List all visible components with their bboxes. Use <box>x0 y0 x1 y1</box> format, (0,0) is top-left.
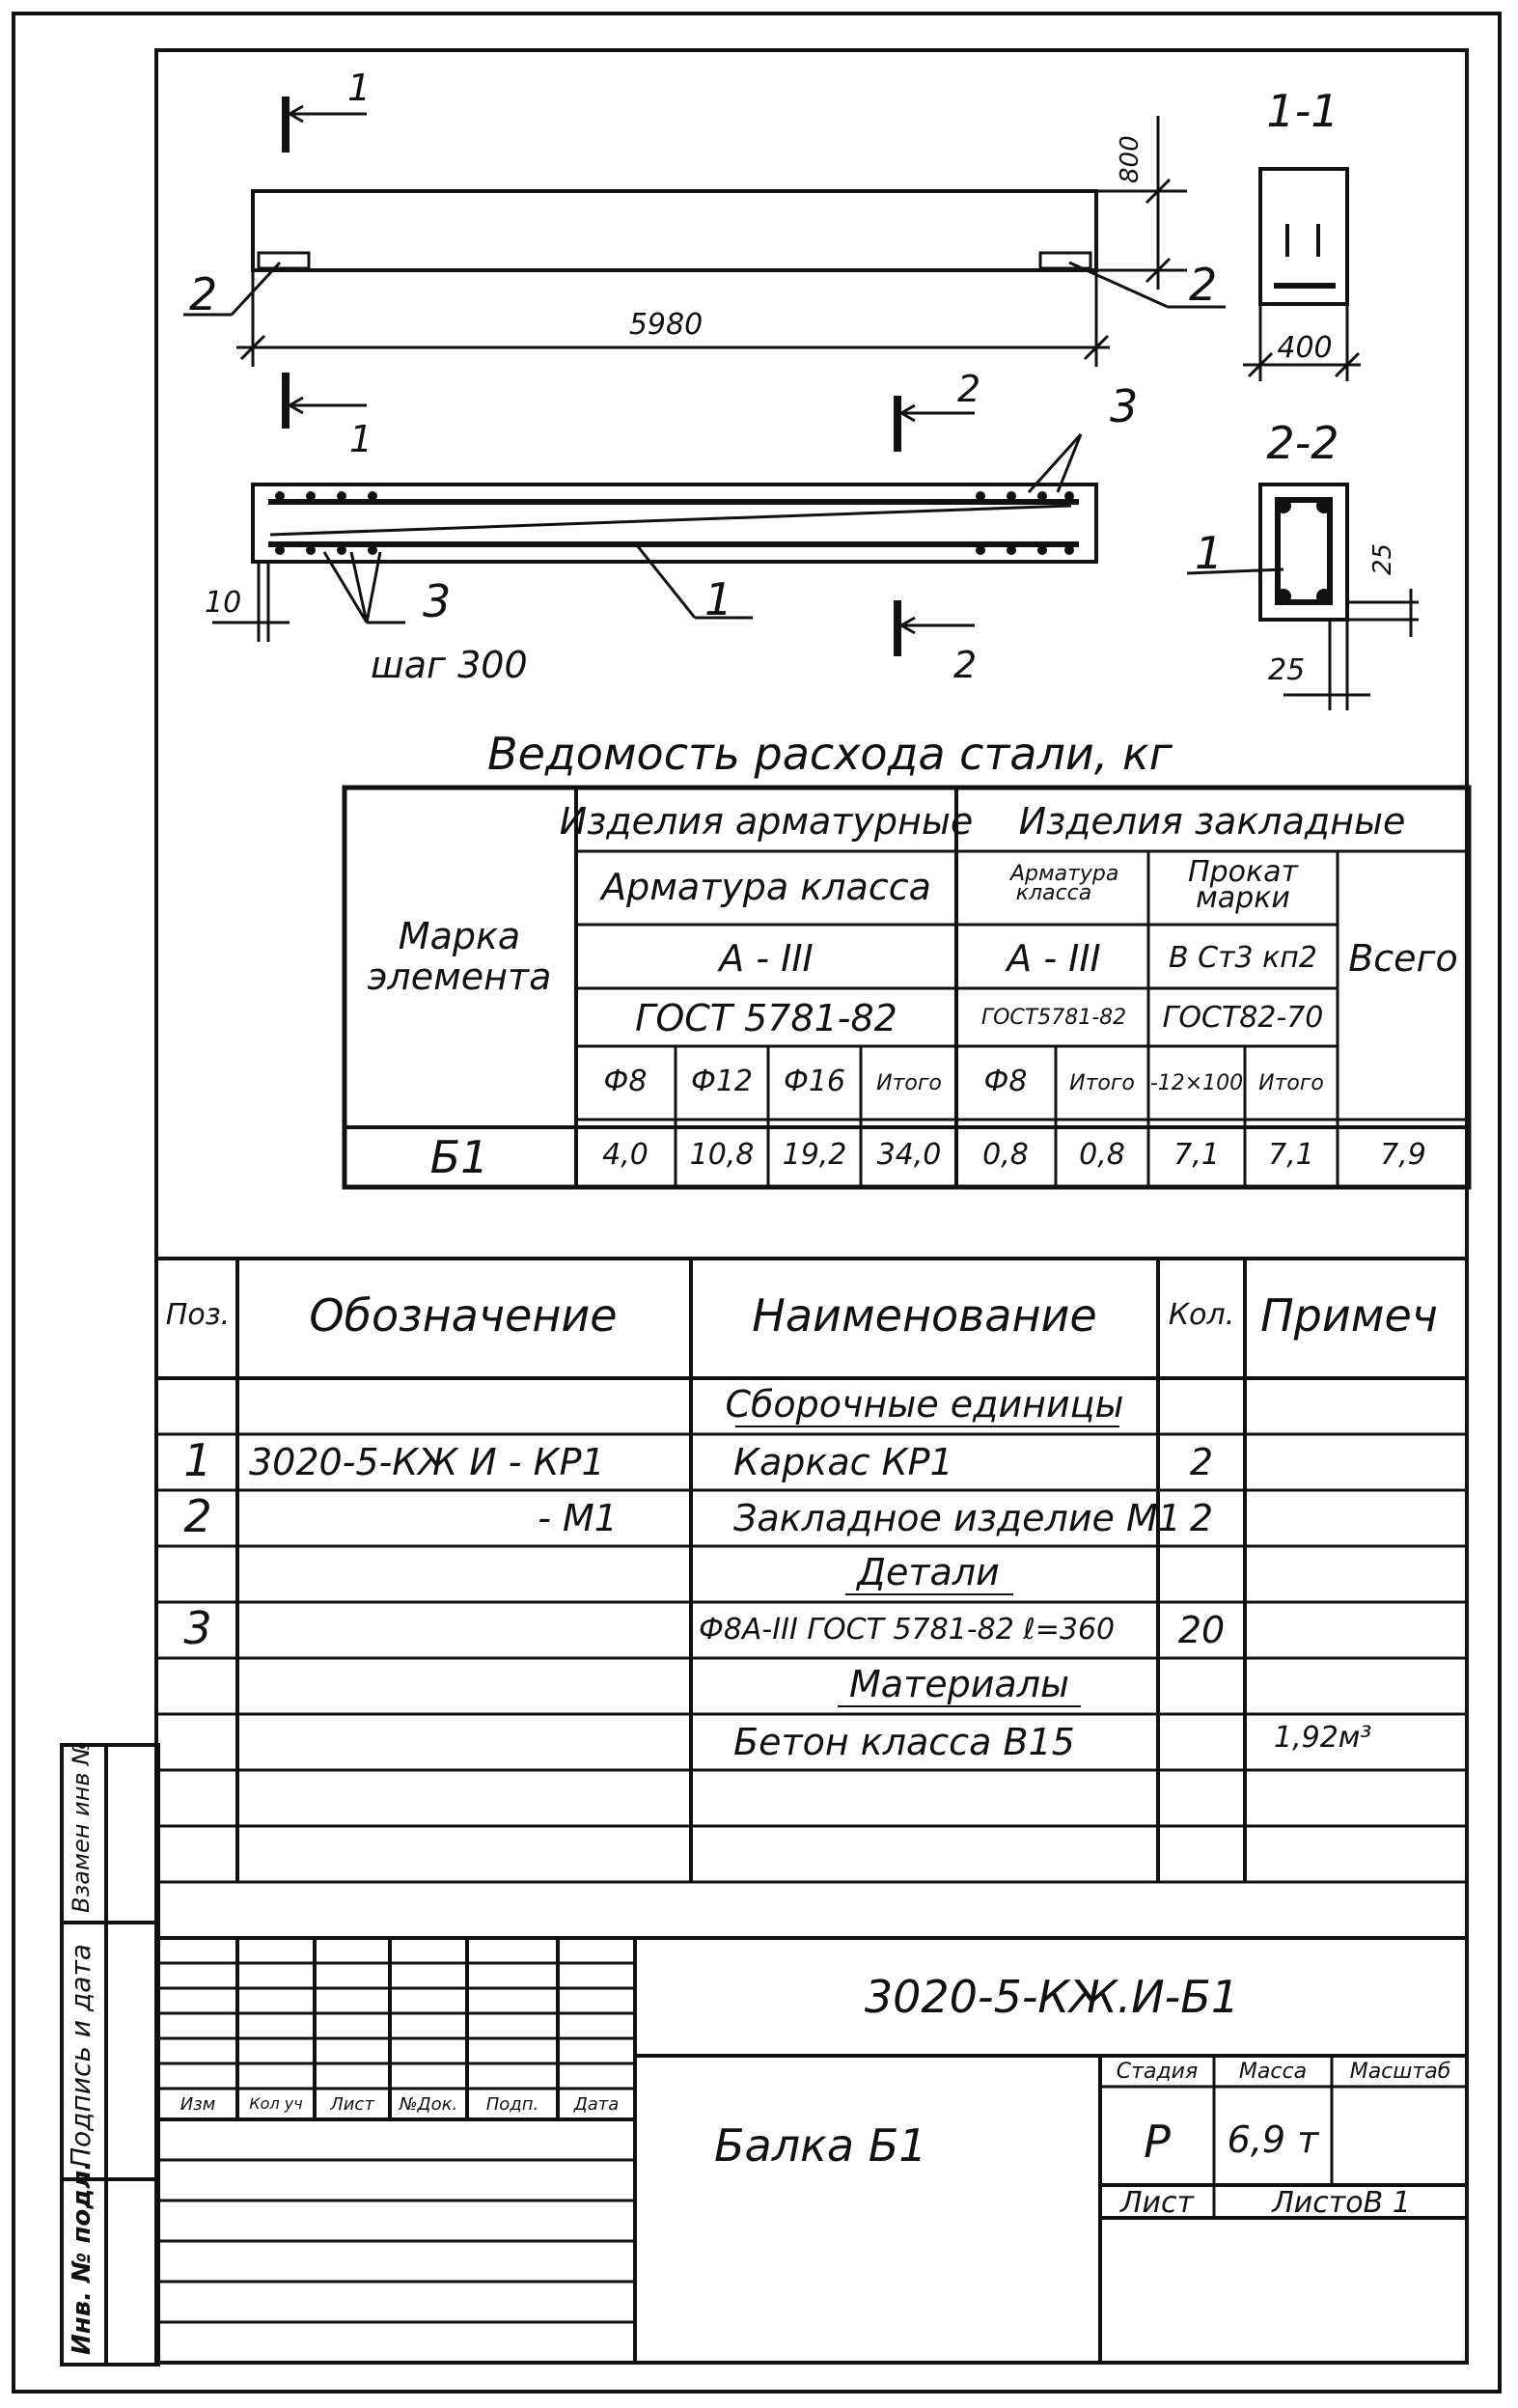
stage-value: Р <box>1144 2116 1171 2168</box>
row-mark: Б1 <box>429 1131 489 1183</box>
doc-code: 3020-5-КЖ.И-Б1 <box>864 1971 1240 2023</box>
row-value: 7,1 <box>1173 1138 1220 1172</box>
gost-reinf: ГОСТ 5781-82 <box>635 997 897 1039</box>
rolled-header: Прокат марки <box>1188 855 1298 915</box>
mass-label: Масса <box>1238 2060 1308 2084</box>
spec-note: 1,92м³ <box>1274 1721 1372 1755</box>
row-value: 4,0 <box>602 1138 649 1172</box>
spec-header-pos: Поз. <box>165 1298 231 1332</box>
dim-height-label: 800 <box>1116 135 1145 183</box>
spec-section-materials: Материалы <box>849 1663 1069 1705</box>
sheets-label: ЛистоВ 1 <box>1272 2186 1411 2220</box>
section-1-1-title: 1-1 <box>1266 85 1339 137</box>
sub-header: Ф8 <box>603 1065 648 1098</box>
row-value: 0,8 <box>1079 1138 1125 1172</box>
spec-pos: 3 <box>183 1602 212 1654</box>
section-1-label-bottom: 1 <box>349 418 373 460</box>
spec-name: Бетон класса В15 <box>733 1721 1075 1763</box>
sub-header: Ф8 <box>983 1065 1028 1098</box>
sub-header: -12×100 <box>1149 1071 1244 1095</box>
beam-elevation <box>183 97 1226 432</box>
rev-col-header: Лист <box>330 2094 374 2115</box>
stage-label: Стадия <box>1116 2060 1199 2084</box>
dim-cover-horizontal: 25 <box>1268 653 1306 687</box>
section-2-label-top: 2 <box>957 368 981 410</box>
steel-table-title: Ведомость расхода стали, кг <box>487 728 1173 780</box>
row-value: 0,8 <box>982 1138 1029 1172</box>
class-a3-emb: А - III <box>1007 937 1101 980</box>
grp-embedded-header: Изделия закладные <box>1018 800 1406 843</box>
dim-length-label: 5980 <box>628 308 704 342</box>
rev-col-header: Изм <box>179 2094 216 2115</box>
stamp-sign-date: Подпись и дата <box>65 1944 97 2168</box>
stamp-replace-inv: Взамен инв № <box>68 1740 95 1913</box>
sheet-label: Лист <box>1119 2186 1195 2220</box>
spec-section-assembly: Сборочные единицы <box>725 1383 1124 1425</box>
row-value: 7,9 <box>1380 1138 1426 1172</box>
dim-width-label: 400 <box>1277 331 1333 365</box>
spec-header-name: Наименование <box>752 1289 1097 1342</box>
section-1-label-top: 1 <box>347 67 372 109</box>
dim-edge-label: 10 <box>205 586 242 620</box>
spec-qty: 2 <box>1189 1441 1214 1483</box>
spec-designation: - М1 <box>538 1497 618 1539</box>
rev-col-header: Дата <box>573 2094 620 2115</box>
col-mark-header: Марка элемента <box>367 915 552 998</box>
callout-1-plan: 1 <box>704 573 733 625</box>
rev-col-header: Кол уч <box>249 2094 303 2113</box>
spec-name: Каркас КР1 <box>733 1441 953 1483</box>
steel-grade: В Ст3 кп2 <box>1169 941 1317 975</box>
mass-value: 6,9 т <box>1227 2118 1319 2161</box>
section-2-2-title: 2-2 <box>1266 417 1339 469</box>
spec-name: Ф8А-III ГОСТ 5781-82 ℓ=360 <box>699 1613 1116 1647</box>
spec-pos: 1 <box>183 1434 212 1486</box>
dim-cover-vertical: 25 <box>1368 542 1397 575</box>
row-value: 7,1 <box>1268 1138 1314 1172</box>
spec-header-qty: Кол. <box>1168 1298 1235 1332</box>
sub-header: Итого <box>1069 1071 1135 1095</box>
grp-reinf-header: Изделия арматурные <box>559 800 974 843</box>
row-value: 34,0 <box>876 1138 942 1172</box>
scale-label: Масштаб <box>1349 2060 1451 2084</box>
row-value: 19,2 <box>782 1138 847 1172</box>
callout-2-left: 2 <box>189 268 218 320</box>
stamp-inv-orig: Инв. № подл. <box>68 2160 97 2355</box>
spec-pos: 2 <box>183 1490 212 1542</box>
step-label: шаг 300 <box>371 644 528 686</box>
total-header: Всего <box>1348 937 1458 980</box>
gost-emb: ГОСТ5781-82 <box>980 1006 1127 1030</box>
item-name: Балка Б1 <box>714 2119 927 2172</box>
emb-reinf-class-header: Арматура класса <box>1010 862 1119 905</box>
spec-section-parts: Детали <box>857 1551 1000 1593</box>
callout-2-right: 2 <box>1189 259 1218 311</box>
sub-header: Ф12 <box>691 1065 753 1098</box>
reinf-class-header: Арматура класса <box>601 866 931 908</box>
callout-3-lower: 3 <box>423 575 452 627</box>
rev-col-header: Подп. <box>485 2094 539 2115</box>
row-value: 10,8 <box>689 1138 755 1172</box>
section-2-label-bottom: 2 <box>953 644 978 686</box>
spec-table-grid <box>158 1259 1469 1938</box>
rev-col-header: №Док. <box>399 2094 458 2115</box>
spec-name: Закладное изделие М1 <box>733 1497 1181 1539</box>
callout-3-upper: 3 <box>1110 380 1139 432</box>
sub-header: Итого <box>1258 1071 1324 1095</box>
spec-header-note: Примеч <box>1260 1289 1438 1342</box>
spec-qty: 2 <box>1189 1497 1214 1539</box>
beam-plan <box>212 396 1096 656</box>
spec-designation: 3020-5-КЖ И - КР1 <box>249 1441 605 1483</box>
class-a3-reinf: А - III <box>719 937 814 980</box>
callout-1-section: 1 <box>1195 527 1224 579</box>
gost-rolled: ГОСТ82-70 <box>1162 1001 1324 1035</box>
sub-header: Ф16 <box>784 1065 845 1098</box>
sub-header: Итого <box>876 1071 942 1095</box>
spec-qty: 20 <box>1177 1609 1226 1651</box>
spec-header-designation: Обозначение <box>309 1289 618 1342</box>
